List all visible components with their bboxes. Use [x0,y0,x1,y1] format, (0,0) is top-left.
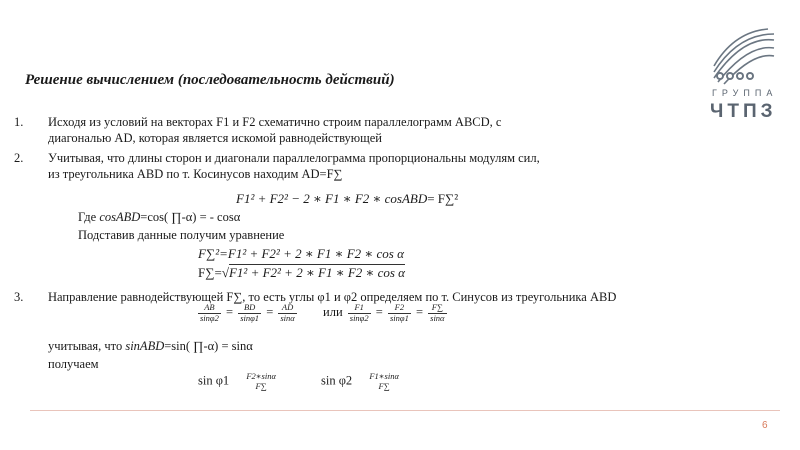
item-3-line-1: Направление равнодействующей F∑, то есть углы φ1 и φ2 определяем по т. Синусов из треугольника ABD [48,290,617,304]
result-phi2-fraction: F1∗sinα F∑ [369,371,399,391]
fraction-fsum: $\frac{F\sum}{\sin\alpha}$ [430,302,445,323]
item-1-line-1: Исходя из условий на векторах F1 и F2 схематично строим параллелограмм ABCD, с [48,115,502,129]
cosine-law-equation [236,192,458,205]
item-2-line-2: из треугольника ABD по т. Косинусов находим AD=F∑ [48,167,343,181]
item-1-number: 1. [14,115,24,129]
resultant-prefix: F∑= [198,265,222,280]
item-2-line-1: Учитывая, что длины сторон и диагонали параллелограмма пропорциональны модулям сил, [48,151,540,165]
resultant-root-body: F1² + F2² + 2 ∗ F1 ∗ F2 ∗ cos α [228,265,405,280]
result-phi1 [198,372,280,392]
cosine-law-right: = F∑² [427,191,459,206]
slide-heading: Решение вычислением (последовательность действий) [25,72,395,88]
equals-sign: = [415,305,424,320]
logo-text-group: ГРУППА [712,88,778,98]
result-phi1-label: sin φ1 [198,373,230,388]
resultant-root-equation [198,266,405,279]
sine-law-row [196,303,449,324]
item-2-number: 2. [14,151,24,165]
company-logo-emblem [708,26,778,86]
considering-rest: =sin( ∏-α) = sinα [164,339,253,353]
substitute-text: Подставив данные получим уравнение [78,228,285,242]
fraction-bd: $\frac{BD}{\sin\varphi 1}$ [240,302,260,323]
fraction-ab: $\frac{AB}{\sin\varphi 2}$ [200,302,219,323]
considering-line [48,340,253,353]
footer-divider [30,410,780,411]
cosine-law-left: F1² + F2² − 2 ∗ F1 ∗ F2 ∗ cosABD [236,191,428,206]
or-word: или [323,305,343,320]
equals-sign: = [375,305,383,320]
logo-text-company: ЧТПЗ [710,101,777,122]
where-rest: =cos( ∏-α) = - cosα [140,210,241,224]
result-phi1-fraction: F2∗sinα F∑ [246,371,276,391]
considering-prefix: учитывая, что [48,339,123,353]
where-math: cosABD [99,210,141,224]
result-phi2 [321,372,403,392]
page-number: 6 [762,420,768,431]
equals-sign: = [226,305,234,320]
where-prefix: Где [78,210,97,224]
squared-resultant-equation: F∑²=F1² + F2² + 2 ∗ F1 ∗ F2 ∗ cos α [198,246,404,261]
sqrt-sign: √ [221,265,229,280]
result-phi2-label: sin φ2 [321,373,353,388]
fraction-f2: $\frac{F2}{\sin\varphi 1}$ [389,302,409,323]
item-3-number: 3. [14,290,24,304]
considering-math: sinABD [125,339,165,353]
where-line [78,211,240,224]
equals-sign: = [266,305,274,320]
fraction-ad: $\frac{AD}{\sin\alpha}$ [280,302,295,323]
item-1-line-2: диагональю AD, которая является искомой равнодействующей [48,131,382,145]
obtain-text: получаем [48,357,99,371]
fraction-f1: $\frac{F1}{\sin\varphi 2}$ [349,302,369,323]
